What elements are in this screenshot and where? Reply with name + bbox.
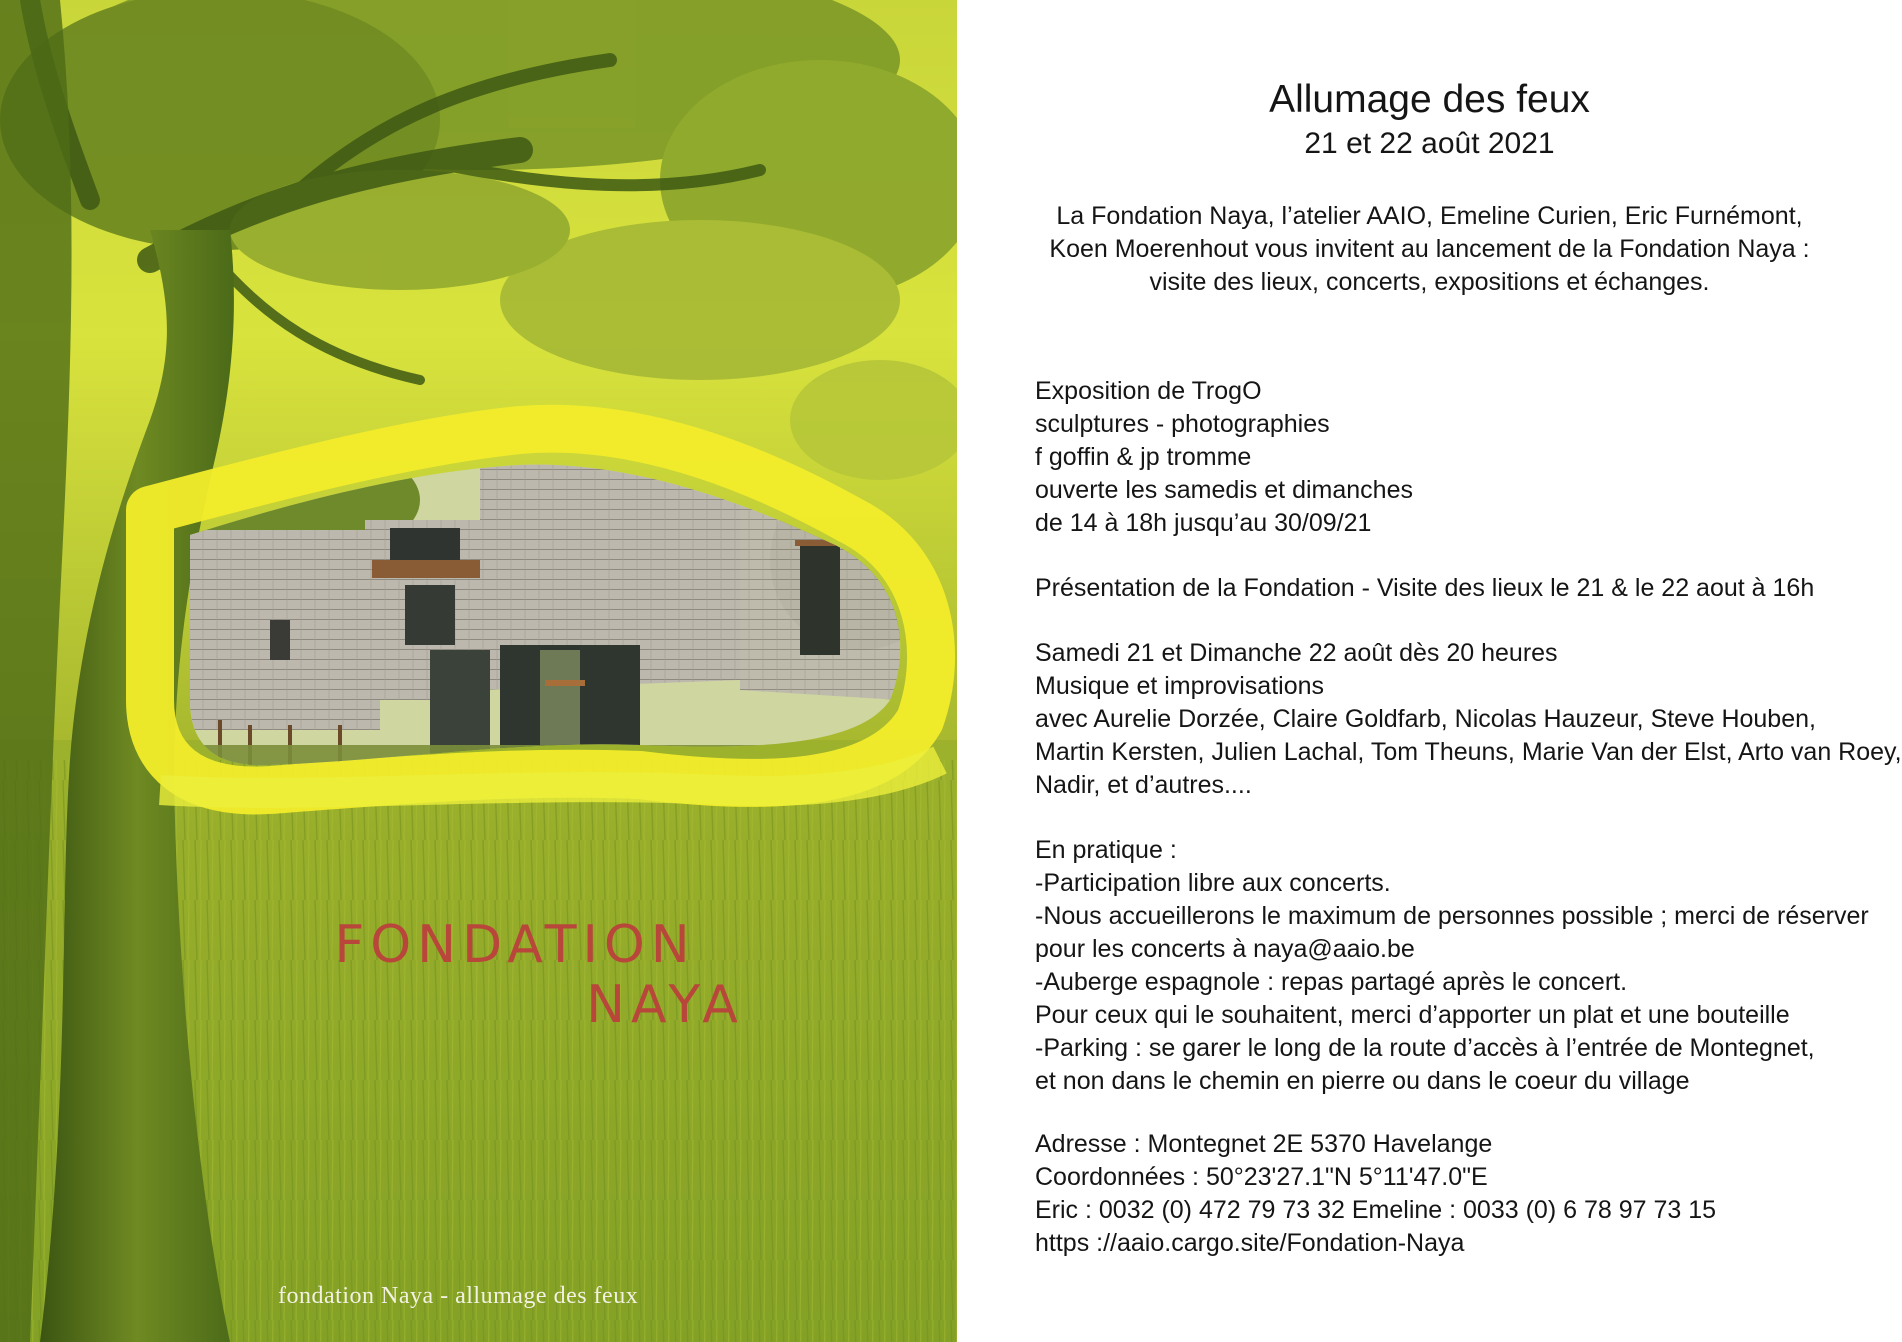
logo-line-fondation: FONDATION (334, 915, 696, 975)
contact-section (1035, 1128, 1895, 1260)
pratique-line: -Auberge espagnole : repas partagé après le concert. (1035, 968, 1628, 996)
invitation-text-panel (957, 0, 1902, 1342)
exposition-line: sculptures - photographies (1035, 410, 1330, 438)
pratique-line: pour les concerts à naya@aaio.be (1035, 935, 1415, 963)
musique-line: Samedi 21 et Dimanche 22 août dès 20 heures (1035, 639, 1558, 667)
exposition-line: ouverte les samedis et dimanches (1035, 476, 1413, 504)
exposition-line: Exposition de TrogO (1035, 377, 1262, 405)
pratique-line: et non dans le chemin en pierre ou dans le coeur du village (1035, 1067, 1690, 1095)
pratique-line: -Participation libre aux concerts. (1035, 869, 1391, 897)
event-dates: 21 et 22 août 2021 (1304, 127, 1555, 160)
exposition-line: f goffin & jp tromme (1035, 443, 1252, 471)
logo-line-naya: NAYA (586, 975, 744, 1035)
coordinates-line: Coordonnées : 50°23'27.1"N 5°11'47.0"E (1035, 1163, 1488, 1191)
address-line: Adresse : Montegnet 2E 5370 Havelange (1035, 1130, 1493, 1158)
exposition-section (1035, 375, 1895, 540)
website-link[interactable]: https ://aaio.cargo.site/Fondation-Naya (1035, 1229, 1465, 1257)
musique-section (1035, 637, 1902, 802)
pratique-line: -Parking : se garer le long de la route d’accès à l’entrée de Montegnet, (1035, 1034, 1815, 1062)
artwork-caption: fondation Naya - allumage des feux (278, 1283, 639, 1309)
musique-line: avec Aurelie Dorzée, Claire Goldfarb, Nicolas Hauzeur, Steve Houben, (1035, 705, 1816, 733)
musique-line: Nadir, et d’autres.... (1035, 771, 1252, 799)
pratique-line: Pour ceux qui le souhaitent, merci d’apporter un plat et une bouteille (1035, 1001, 1790, 1029)
pratique-section (1035, 834, 1895, 1098)
exposition-line: de 14 à 18h jusqu’au 30/09/21 (1035, 509, 1372, 537)
intro-line: Koen Moerenhout vous invitent au lancement de la Fondation Naya : (1049, 235, 1810, 263)
presentation-section (1035, 572, 1895, 605)
intro-paragraph (957, 200, 1902, 299)
musique-line: Musique et improvisations (1035, 672, 1325, 700)
presentation-line: Présentation de la Fondation - Visite des lieux le 21 & le 22 aout à 16h (1035, 574, 1815, 602)
musique-line: Martin Kersten, Julien Lachal, Tom Theuns, Marie Van der Elst, Arto van Roey, (1035, 738, 1902, 766)
intro-line: visite des lieux, concerts, expositions et échanges. (1149, 268, 1710, 296)
event-title: Allumage des feux (1269, 78, 1590, 121)
intro-line: La Fondation Naya, l’atelier AAIO, Emeline Curien, Eric Furnémont, (1056, 202, 1803, 230)
phone-line: Eric : 0032 (0) 472 79 73 32 Emeline : 0033 (0) 6 78 97 73 15 (1035, 1196, 1717, 1224)
pratique-line: En pratique : (1035, 836, 1177, 864)
pratique-line: -Nous accueillerons le maximum de personnes possible ; merci de réserver (1035, 902, 1869, 930)
